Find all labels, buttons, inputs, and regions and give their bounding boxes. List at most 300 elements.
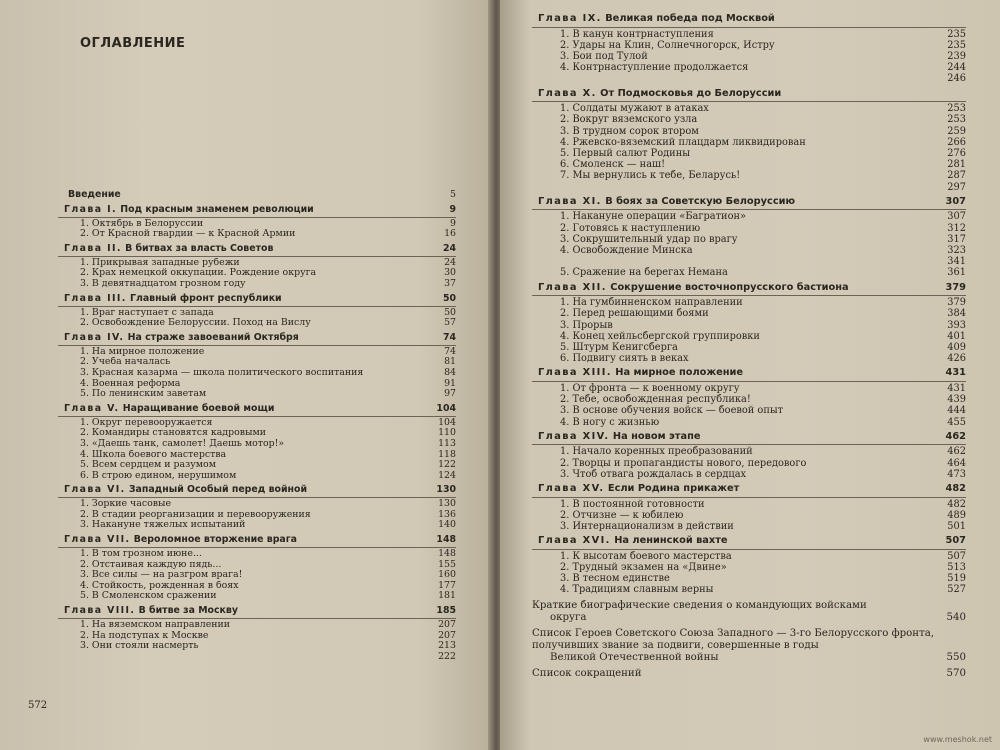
- toc-item-page: 464: [947, 457, 966, 469]
- toc-item-page: 50: [444, 306, 456, 318]
- chapter-lead: Глава V.: [64, 402, 120, 414]
- toc-item-label: 3. Все силы — на разгром врага!: [80, 570, 243, 581]
- chapter-name: В боях за Советскую Белоруссию: [605, 195, 796, 207]
- chapter-heading: [532, 282, 966, 297]
- chapter-lead: Глава XV.: [538, 483, 605, 495]
- toc-item: [58, 510, 456, 521]
- chapter-lead: Глава IV.: [64, 331, 125, 343]
- appendix-text: [532, 668, 936, 680]
- appendix-line-cont: Великой Отечественной войны: [550, 651, 719, 663]
- watermark: www.meshok.net: [923, 735, 992, 744]
- toc-item-page: 462: [947, 446, 966, 458]
- toc-item-page: 235: [947, 28, 966, 40]
- toc-item: [58, 308, 456, 319]
- toc-item-page: 455: [947, 416, 966, 428]
- appendix-entry: [532, 668, 966, 680]
- toc-item-page: 489: [947, 509, 966, 521]
- toc-item-page: 473: [947, 468, 966, 480]
- toc-item-label: 1. На гумбинненском направлении: [560, 297, 743, 309]
- toc-item: [58, 620, 456, 631]
- toc-item-label: 4. Стойкость, рожденная в боях: [80, 580, 239, 591]
- toc-item-page: 30: [444, 267, 456, 279]
- chapter-heading: [58, 332, 456, 346]
- toc-item: [532, 417, 966, 428]
- chapter-heading: [532, 196, 966, 211]
- toc-item: [532, 29, 966, 40]
- toc-item: [58, 499, 456, 510]
- chapter-title: [532, 13, 936, 26]
- chapter-heading: [532, 483, 966, 498]
- toc-item-label: 2. Тебе, освобожденная республика!: [560, 394, 751, 406]
- appendix-page: 550: [946, 651, 966, 663]
- toc-item-label: 1. В канун контрнаступления: [560, 28, 714, 40]
- toc-item: [58, 368, 456, 379]
- chapter-name: На страже завоеваний Октября: [127, 331, 299, 343]
- toc-item-label: 7. Мы вернулись к тебе, Беларусь!: [560, 170, 741, 182]
- toc-item-label: 2. От Красной гвардии — к Красной Армии: [80, 229, 296, 240]
- toc-item: [532, 446, 966, 457]
- toc-item: [532, 405, 966, 416]
- toc-item-label: 1. От фронта — к военному округу: [560, 383, 740, 395]
- toc-title: ОГЛАВЛЕНИЕ: [80, 36, 186, 51]
- chapter-name: В битве за Москву: [138, 605, 238, 617]
- toc-item: [532, 342, 966, 353]
- toc-item: [532, 458, 966, 469]
- chapter-page: 482: [945, 483, 966, 495]
- chapter-heading: [58, 605, 456, 619]
- toc-item-page: 177: [438, 579, 456, 591]
- chapter-name: Сокрушение восточнопрусского бастиона: [610, 281, 849, 293]
- toc-item-label: 1. К высотам боевого мастерства: [560, 550, 732, 562]
- chapter-lead: Глава XI.: [538, 195, 602, 207]
- toc-item: [58, 631, 456, 642]
- intro-page: 5: [450, 189, 456, 200]
- toc-item-page: 312: [947, 222, 966, 234]
- toc-item-label: 2. Освобождение Белоруссии. Поход на Вислу: [80, 318, 311, 329]
- toc-item-page: 246: [947, 73, 966, 85]
- toc-item: [532, 62, 966, 73]
- toc-item: [58, 418, 456, 429]
- toc-item-label: 3. В девятнадцатом грозном году: [80, 278, 246, 289]
- left-toc-list: [58, 190, 456, 662]
- toc-item: [58, 641, 456, 652]
- toc-item: [532, 114, 966, 125]
- chapter-page: 307: [945, 195, 966, 207]
- chapter-title: [58, 534, 426, 546]
- toc-item: [532, 353, 966, 364]
- toc-item-label: 4. Традициям славным верны: [560, 584, 714, 596]
- toc-item: [532, 267, 966, 278]
- toc-item-label: 2. Крах немецкой оккупации. Рождение округа: [80, 268, 317, 279]
- toc-item-page: 361: [947, 267, 966, 279]
- toc-item-page: 74: [444, 345, 456, 357]
- toc-item: [532, 499, 966, 510]
- toc-item: [58, 581, 456, 592]
- intro-label: Введение: [68, 190, 121, 200]
- toc-item-page: 124: [438, 469, 456, 481]
- chapter-heading: [532, 431, 966, 446]
- toc-item: [58, 357, 456, 368]
- chapter-heading: [532, 88, 966, 103]
- toc-item-page: 57: [444, 317, 456, 329]
- toc-item: [532, 469, 966, 480]
- toc-item: [532, 331, 966, 342]
- toc-item-page: 287: [947, 170, 966, 182]
- appendix-text: [532, 600, 936, 624]
- chapter-title: [532, 282, 936, 295]
- toc-item: [58, 471, 456, 482]
- toc-item-page: 317: [947, 233, 966, 245]
- toc-item-label: 2. На подступах к Москве: [80, 630, 209, 641]
- chapter-name: На мирное положение: [615, 367, 744, 379]
- appendix-page: 540: [946, 611, 966, 623]
- toc-item-page: 513: [947, 562, 966, 574]
- chapter-page: 507: [945, 535, 966, 547]
- chapter-title: [532, 196, 936, 209]
- toc-item-label: 6. В строю едином, нерушимом: [80, 470, 237, 481]
- toc-item: [58, 389, 456, 400]
- chapter-title: [532, 367, 936, 380]
- toc-item-label: 2. Трудный экзамен на «Двине»: [560, 562, 727, 574]
- toc-item: [58, 549, 456, 560]
- toc-item: [58, 318, 456, 329]
- chapter-page: 148: [436, 534, 456, 546]
- toc-item: [532, 223, 966, 234]
- chapter-name: Великая победа под Москвой: [605, 13, 775, 24]
- toc-item-page: 140: [438, 519, 456, 531]
- chapter-lead: Глава II.: [64, 242, 122, 254]
- toc-item-page: 136: [438, 508, 456, 520]
- toc-item: [58, 570, 456, 581]
- toc-item-label: 4. Военная реформа: [80, 378, 181, 389]
- chapter-title: [532, 535, 936, 548]
- toc-item: [532, 320, 966, 331]
- toc-item-label: 2. Отстаивая каждую пядь...: [80, 559, 222, 570]
- toc-item-label: 1. Солдаты мужают в атаках: [560, 103, 709, 115]
- toc-item-label: 3. Интернационализм в действии: [560, 521, 734, 533]
- toc-item-label: 3. Чтоб отвага рождалась в сердцах: [560, 468, 747, 480]
- toc-item-page: 439: [947, 394, 966, 406]
- chapter-lead: Глава X.: [538, 87, 597, 99]
- chapter-name: От Подмосковья до Белоруссии: [600, 87, 782, 99]
- toc-item: [532, 182, 966, 193]
- toc-item-page: 341: [947, 256, 966, 268]
- toc-item: [58, 229, 456, 240]
- chapter-title: [58, 204, 426, 216]
- toc-item: [532, 584, 966, 595]
- toc-item: [532, 551, 966, 562]
- toc-item-label: 3. «Даешь танк, самолет! Даешь мотор!»: [80, 438, 285, 449]
- toc-item: [58, 428, 456, 439]
- toc-item-label: 4. Конец хейльсбергской группировки: [560, 330, 760, 342]
- chapter-heading: [532, 13, 966, 28]
- toc-item: [58, 258, 456, 269]
- chapter-name: На ленинской вахте: [614, 535, 728, 547]
- toc-item: [532, 148, 966, 159]
- toc-item-page: 207: [438, 619, 456, 631]
- chapter-lead: Глава XIV.: [538, 430, 610, 442]
- chapter-name: Западный Особый перед войной: [128, 484, 308, 496]
- toc-item-page: 482: [947, 498, 966, 510]
- toc-item-label: 3. Они стояли насмерть: [80, 641, 199, 652]
- chapter-heading: [58, 243, 456, 257]
- toc-item: [532, 234, 966, 245]
- chapter-name: Под красным знаменем революции: [120, 203, 314, 215]
- toc-item-label: 1. Октябрь в Белоруссии: [80, 218, 204, 229]
- appendix-entry: [532, 628, 966, 664]
- toc-item-label: 2. Творцы и пропагандисты нового, передового: [560, 457, 807, 469]
- toc-item-label: 2. Отчизне — к юбилею: [560, 509, 684, 521]
- chapter-heading: [58, 484, 456, 498]
- chapter-page: 379: [945, 281, 966, 293]
- left-page: [0, 0, 492, 750]
- toc-item-page: 253: [947, 114, 966, 126]
- toc-item-page: 148: [438, 548, 456, 560]
- chapter-page: 185: [436, 605, 456, 617]
- toc-item-page: 501: [947, 521, 966, 533]
- toc-item-page: 113: [438, 437, 456, 449]
- toc-item: [532, 573, 966, 584]
- toc-item-label: 3. Сокрушительный удар по врагу: [560, 233, 738, 245]
- toc-item-label: 4. Контрнаступление продолжается: [560, 62, 749, 74]
- toc-item: [532, 394, 966, 405]
- toc-item-label: 1. Начало коренных преобразований: [560, 446, 753, 458]
- toc-item-label: 1. В постоянной готовности: [560, 498, 705, 510]
- chapter-page: 462: [945, 430, 966, 442]
- toc-item-page: 9: [450, 217, 456, 229]
- appendix-text: [532, 628, 936, 664]
- chapter-name: Если Родина прикажет: [607, 483, 740, 495]
- toc-item-page: 431: [947, 383, 966, 395]
- appendix-line: Краткие биографические сведения о командующих войсками: [532, 599, 867, 611]
- chapter-heading: [58, 534, 456, 548]
- toc-item-page: 155: [438, 558, 456, 570]
- chapter-name: В битвах за власть Советов: [125, 242, 274, 254]
- appendix-page: 570: [946, 667, 966, 679]
- toc-item-label: 1. В том грозном июне...: [80, 549, 202, 560]
- chapter-page: 74: [442, 331, 456, 343]
- toc-item: [532, 308, 966, 319]
- chapter-name: Наращивание боевой мощи: [122, 402, 275, 414]
- toc-item: [532, 245, 966, 256]
- toc-item-label: 2. Учеба началась: [80, 357, 171, 368]
- chapter-lead: Глава XIII.: [538, 367, 612, 379]
- chapter-name: Главный фронт республики: [129, 292, 282, 304]
- toc-item-label: 1. Округ перевооружается: [80, 417, 213, 428]
- toc-item: [58, 450, 456, 461]
- toc-item-page: 239: [947, 51, 966, 62]
- toc-item-page: 379: [947, 297, 966, 309]
- toc-item-label: 3. Накануне тяжелых испытаний: [80, 520, 246, 531]
- chapter-page: 104: [436, 402, 456, 414]
- toc-item-page: 276: [947, 148, 966, 160]
- toc-item-page: 426: [947, 353, 966, 365]
- toc-item: [532, 562, 966, 573]
- chapter-lead: Глава VIII.: [64, 605, 136, 617]
- chapter-heading: [532, 367, 966, 382]
- toc-item: [532, 510, 966, 521]
- chapter-title: [58, 293, 426, 305]
- toc-item-label: 2. Вокруг вяземского узла: [560, 114, 698, 126]
- chapter-lead: Глава VI.: [64, 484, 126, 496]
- toc-item-label: 5. Всем сердцем и разумом: [80, 460, 216, 471]
- chapter-title: [58, 484, 426, 496]
- toc-item: [58, 591, 456, 602]
- toc-item-page: 97: [444, 388, 456, 400]
- toc-item-page: 222: [438, 650, 456, 662]
- chapter-page: 9: [449, 203, 456, 215]
- toc-item-label: 3. Бои под Тулой: [560, 51, 648, 62]
- chapter-page: 130: [436, 484, 456, 496]
- toc-item-page: 519: [947, 573, 966, 585]
- toc-item: [532, 211, 966, 222]
- toc-item-label: 2. Готовясь к наступлению: [560, 222, 701, 234]
- toc-item: [58, 219, 456, 230]
- chapter-lead: Глава I.: [64, 203, 117, 215]
- chapter-name: Вероломное вторжение врага: [133, 534, 297, 546]
- toc-item-label: 5. По ленинским заветам: [80, 389, 207, 400]
- toc-item-label: 1. Враг наступает с запада: [80, 307, 214, 318]
- toc-item-label: 1. На вяземском направлении: [80, 620, 231, 631]
- toc-item-page: 507: [947, 550, 966, 562]
- toc-item: [532, 73, 966, 84]
- chapter-title: [532, 88, 936, 101]
- toc-item-label: 4. Освобождение Минска: [560, 245, 693, 257]
- toc-item-page: 281: [947, 159, 966, 171]
- toc-item-label: 4. В ногу с жизнью: [560, 416, 660, 428]
- chapter-title: [532, 483, 936, 496]
- chapter-heading: [58, 204, 456, 218]
- chapter-page: 50: [442, 292, 456, 304]
- toc-item-label: 4. Школа боевого мастерства: [80, 449, 227, 460]
- toc-item-page: 84: [444, 366, 456, 378]
- toc-item: [532, 103, 966, 114]
- chapter-page: 24: [442, 242, 456, 254]
- right-page: [500, 0, 1000, 750]
- toc-item-label: 1. На мирное положение: [80, 346, 205, 357]
- toc-item: [58, 347, 456, 358]
- toc-item-page: 130: [438, 498, 456, 510]
- toc-item: [532, 297, 966, 308]
- toc-item-label: 2. Удары на Клин, Солнечногорск, Истру: [560, 39, 775, 51]
- toc-item-label: 2. В стадии реорганизации и перевооружения: [80, 509, 311, 520]
- toc-item-label: 1. Зоркие часовые: [80, 499, 172, 510]
- appendix-entry: [532, 600, 966, 624]
- toc-item: [58, 268, 456, 279]
- toc-item: [532, 137, 966, 148]
- toc-item-label: 2. Перед решающими боями: [560, 308, 709, 320]
- toc-item-page: 259: [947, 125, 966, 137]
- toc-item-label: 6. Смоленск — наш!: [560, 159, 666, 171]
- toc-item: [532, 51, 966, 62]
- toc-item: [58, 439, 456, 450]
- chapter-title: [58, 605, 426, 617]
- appendix-line: Список сокращений: [532, 667, 642, 679]
- toc-item-label: 2. Командиры становятся кадровыми: [80, 428, 267, 439]
- toc-item-label: 1. Накануне операции «Багратион»: [560, 211, 747, 223]
- chapter-name: На новом этапе: [612, 430, 701, 442]
- toc-item-label: 5. В Смоленском сражении: [80, 591, 217, 602]
- toc-item-page: 207: [438, 629, 456, 641]
- toc-item-page: 104: [438, 416, 456, 428]
- toc-item-label: 3. В тесном единстве: [560, 573, 670, 585]
- toc-item-label: 3. В основе обучения войск — боевой опыт: [560, 405, 784, 417]
- toc-item: [58, 379, 456, 390]
- toc-item-label: 5. Штурм Кенигсберга: [560, 342, 678, 354]
- toc-item-page: 118: [438, 448, 456, 460]
- toc-item-label: 1. Прикрывая западные рубежи: [80, 257, 240, 268]
- chapter-page: 431: [945, 367, 966, 379]
- toc-item-page: 122: [438, 459, 456, 471]
- chapter-title: [58, 403, 426, 415]
- toc-item: [58, 560, 456, 571]
- toc-item-label: 3. Красная казарма — школа политического воспитания: [80, 367, 364, 378]
- page-number: 572: [28, 700, 48, 711]
- toc-item-page: 307: [947, 211, 966, 223]
- appendix-line: Список Героев Советского Союза Западного — 3-го Белорусского фронта, получивших звание за подвиги, совершенные в годы: [532, 627, 935, 651]
- toc-item: [58, 460, 456, 471]
- chapter-heading: [58, 403, 456, 417]
- chapter-lead: Глава VII.: [64, 534, 131, 546]
- appendix-line-cont: округа: [550, 611, 587, 623]
- toc-item-page: 213: [438, 640, 456, 652]
- toc-item: [532, 126, 966, 137]
- toc-item-page: 181: [438, 590, 456, 602]
- toc-item-page: 409: [947, 342, 966, 354]
- toc-item: [532, 256, 966, 267]
- chapter-lead: Глава IX.: [538, 13, 602, 24]
- toc-item: [532, 383, 966, 394]
- right-toc-list: [532, 10, 966, 680]
- chapter-lead: Глава XII.: [538, 281, 607, 293]
- toc-item-label: 5. Сражение на берегах Немана: [560, 267, 728, 279]
- toc-item-page: 323: [947, 245, 966, 257]
- toc-item-page: 527: [947, 584, 966, 596]
- chapter-title: [532, 431, 936, 444]
- toc-item-page: 91: [444, 377, 456, 389]
- chapter-title: [58, 332, 426, 344]
- toc-item: [532, 170, 966, 181]
- toc-item-page: 81: [444, 356, 456, 368]
- toc-item-page: 297: [947, 181, 966, 193]
- toc-item-page: 393: [947, 319, 966, 331]
- toc-item-page: 24: [444, 256, 456, 268]
- chapter-heading: [532, 535, 966, 550]
- chapter-heading: [58, 293, 456, 307]
- toc-item-page: 37: [444, 277, 456, 289]
- toc-item-page: 16: [444, 228, 456, 240]
- toc-item-page: 244: [947, 62, 966, 74]
- toc-item: [58, 652, 456, 663]
- toc-item: [58, 279, 456, 290]
- toc-item-page: 401: [947, 330, 966, 342]
- toc-item-label: 3. В трудном сорок втором: [560, 125, 699, 137]
- toc-item: [58, 520, 456, 531]
- toc-item-page: 160: [438, 569, 456, 581]
- chapter-lead: Глава XVI.: [538, 535, 611, 547]
- toc-item-page: 253: [947, 103, 966, 115]
- intro-entry: [58, 190, 456, 201]
- toc-item-page: 444: [947, 405, 966, 417]
- toc-item-label: 6. Подвигу сиять в веках: [560, 353, 689, 365]
- toc-item-label: 4. Ржевско-вяземский плацдарм ликвидирован: [560, 136, 806, 148]
- toc-item: [532, 159, 966, 170]
- toc-item: [532, 521, 966, 532]
- toc-item-page: 384: [947, 308, 966, 320]
- toc-item-page: 235: [947, 39, 966, 51]
- chapter-title: [58, 243, 426, 255]
- toc-item: [532, 40, 966, 51]
